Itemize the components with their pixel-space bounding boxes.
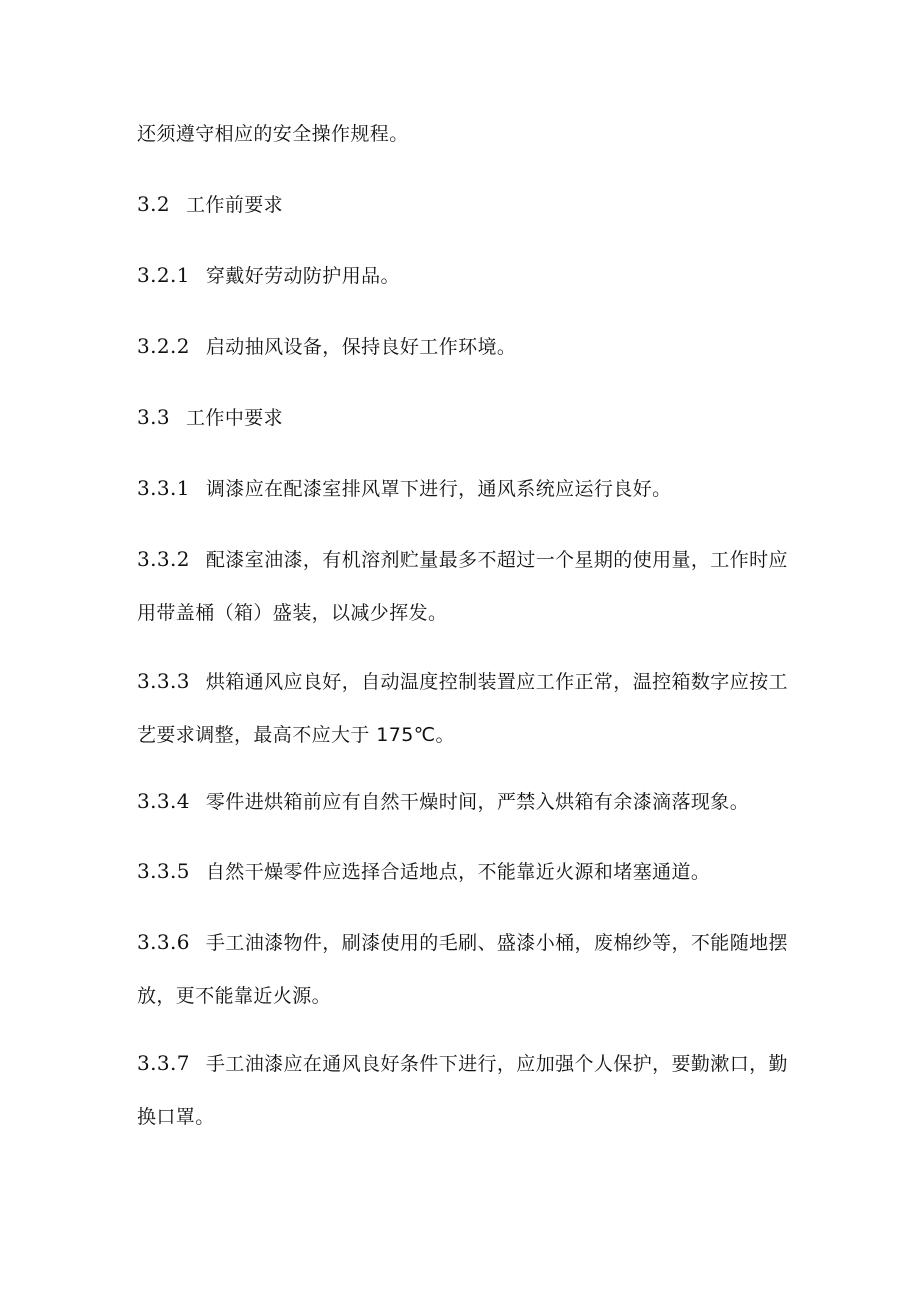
section-number: 3.2 xyxy=(137,192,171,216)
clause-3-3-7 xyxy=(137,1037,797,1144)
clause-3-3-3 xyxy=(137,655,797,762)
section-heading-3-3 xyxy=(137,391,797,445)
clause-text: 烘箱通风应良好，自动温度控制装置应工作正常，温控箱数字应按工艺要求调整，最高不应大于 175℃。 xyxy=(137,671,788,746)
section-title: 工作中要求 xyxy=(186,407,284,429)
clause-3-3-1 xyxy=(137,462,797,516)
section-title: 工作前要求 xyxy=(186,194,284,216)
clause-text: 自然干燥零件应选择合适地点，不能靠近火源和堵塞通道。 xyxy=(205,861,711,883)
clause-3-3-2 xyxy=(137,533,797,640)
section-number: 3.3 xyxy=(137,405,171,429)
clause-text: 调漆应在配漆室排风罩下进行，通风系统应运行良好。 xyxy=(205,478,672,500)
clause-number: 3.3.4 xyxy=(137,789,190,813)
clause-3-3-6 xyxy=(137,916,797,1023)
clause-3-3-4 xyxy=(137,775,797,829)
clause-number: 3.3.7 xyxy=(137,1051,190,1075)
clause-text: 零件进烘箱前应有自然干燥时间，严禁入烘箱有余漆滴落现象。 xyxy=(205,791,750,813)
clause-3-3-5 xyxy=(137,845,797,899)
clause-number: 3.2.1 xyxy=(137,263,190,287)
paragraph-text: 还须遵守相应的安全操作规程。 xyxy=(137,123,409,145)
section-heading-3-2 xyxy=(137,178,797,232)
clause-text: 启动抽风设备，保持良好工作环境。 xyxy=(205,336,517,358)
clause-number: 3.2.2 xyxy=(137,334,190,358)
clause-number: 3.3.5 xyxy=(137,859,190,883)
clause-number: 3.3.1 xyxy=(137,476,190,500)
clause-3-2-1 xyxy=(137,249,797,303)
clause-text: 穿戴好劳动防护用品。 xyxy=(205,265,400,287)
clause-number: 3.3.6 xyxy=(137,930,190,954)
clause-text: 手工油漆物件，刷漆使用的毛刷、盛漆小桶，废棉纱等，不能随地摆放，更不能靠近火源。 xyxy=(137,932,788,1007)
paragraph-intro xyxy=(137,108,797,161)
clause-number: 3.3.2 xyxy=(137,547,190,571)
clause-3-2-2 xyxy=(137,320,797,374)
clause-text: 手工油漆应在通风良好条件下进行，应加强个人保护，要勤漱口，勤换口罩。 xyxy=(137,1053,788,1128)
clause-text: 配漆室油漆，有机溶剂贮量最多不超过一个星期的使用量，工作时应用带盖桶（箱）盛装，以减少挥发。 xyxy=(137,549,788,624)
clause-number: 3.3.3 xyxy=(137,669,190,693)
